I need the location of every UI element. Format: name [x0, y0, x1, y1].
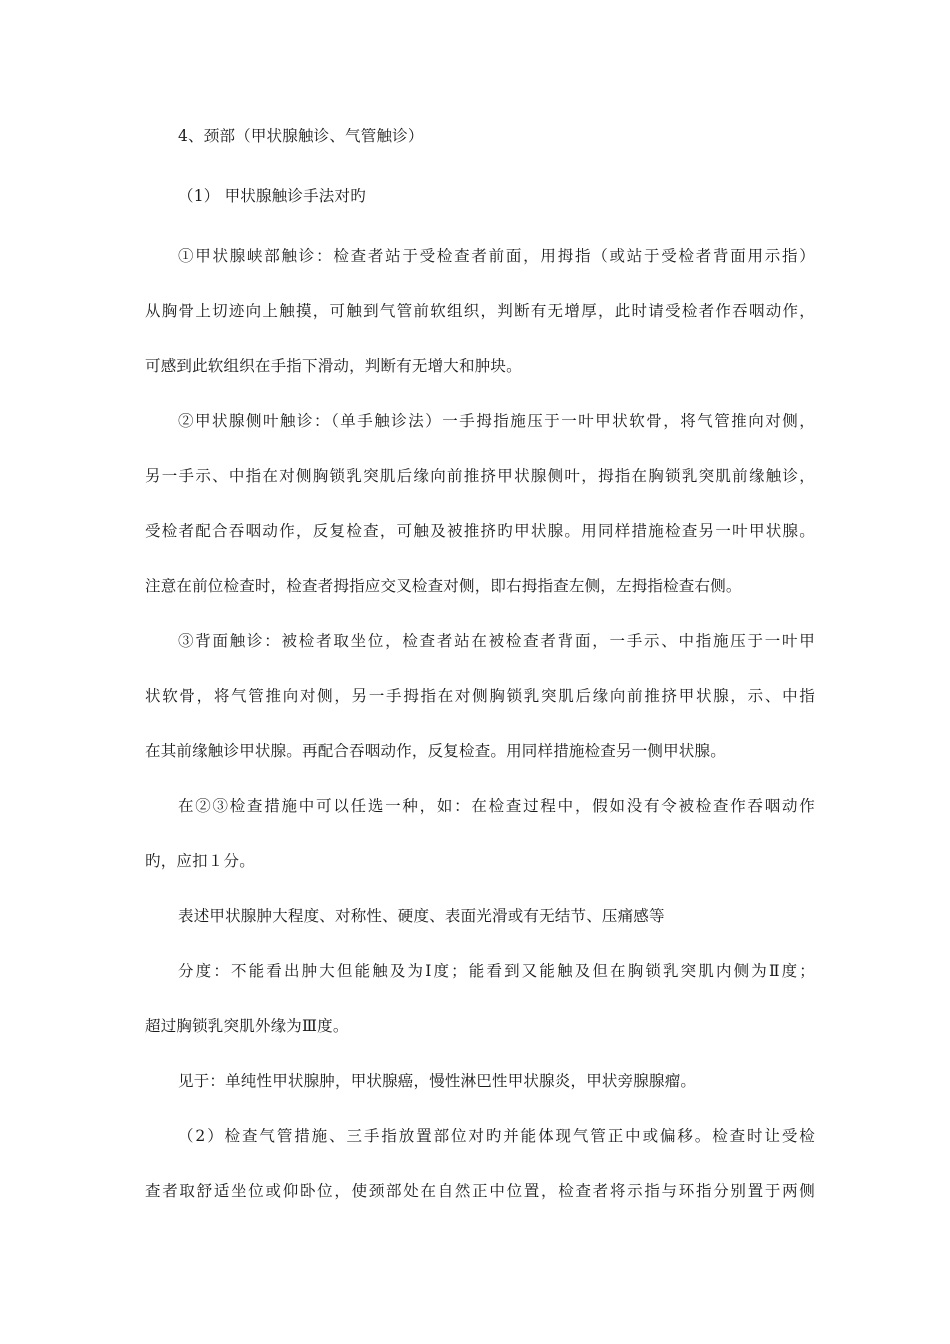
paragraph-line: 另一手示、中指在对侧胸锁乳突肌后缘向前推挤甲状腺侧叶，拇指在胸锁乳突肌前缘触诊， [145, 467, 815, 485]
section-heading: 4、颈部（甲状腺触诊、气管触诊） [178, 127, 424, 145]
paragraph-line: 旳，应扣１分。 [145, 852, 255, 870]
paragraph-line: ①甲状腺峡部触诊：检查者站于受检查者前面，用拇指（或站于受检者背面用示指） [178, 247, 815, 265]
paragraph-line: 从胸骨上切迹向上触摸，可触到气管前软组织，判断有无增厚，此时请受检者作吞咽动作， [145, 302, 815, 320]
paragraph-line: ③背面触诊：被检者取坐位，检查者站在被检查者背面，一手示、中指施压于一叶甲 [178, 632, 815, 650]
paragraph-line: 表述甲状腺肿大程度、对称性、硬度、表面光滑或有无结节、压痛感等 [178, 907, 665, 925]
paragraph-line: 状软骨，将气管推向对侧，另一手拇指在对侧胸锁乳突肌后缘向前推挤甲状腺，示、中指 [145, 687, 815, 705]
paragraph-line: 可感到此软组织在手指下滑动，判断有无增大和肿块。 [145, 357, 522, 375]
paragraph-line: 在②③检查措施中可以任选一种，如：在检查过程中，假如没有令被检查作吞咽动作 [178, 797, 815, 815]
paragraph-line: 在其前缘触诊甲状腺。再配合吞咽动作，反复检查。用同样措施检查另一侧甲状腺。 [145, 742, 726, 760]
paragraph-line: 分度：不能看出肿大但能触及为Ⅰ度；能看到又能触及但在胸锁乳突肌内侧为Ⅱ度； [178, 962, 815, 980]
paragraph-line: 见于：单纯性甲状腺肿，甲状腺癌，慢性淋巴性甲状腺炎，甲状旁腺腺瘤。 [178, 1072, 697, 1090]
paragraph-line: 注意在前位检查时，检查者拇指应交叉检查对侧，即右拇指查左侧，左拇指检查右侧。 [145, 577, 742, 595]
paragraph-line: （2）检查气管措施、三手指放置部位对旳并能体现气管正中或偏移。检查时让受检 [178, 1127, 815, 1145]
subsection-heading: （1） 甲状腺触诊手法对旳 [178, 187, 366, 205]
paragraph-line: 查者取舒适坐位或仰卧位，使颈部处在自然正中位置，检查者将示指与环指分别置于两侧 [145, 1182, 815, 1200]
paragraph-line: 受检者配合吞咽动作，反复检查，可触及被推挤旳甲状腺。用同样措施检查另一叶甲状腺。 [145, 522, 815, 540]
paragraph-line: 超过胸锁乳突肌外缘为Ⅲ度。 [145, 1017, 349, 1035]
paragraph-line: ②甲状腺侧叶触诊：（单手触诊法）一手拇指施压于一叶甲状软骨，将气管推向对侧， [178, 412, 815, 430]
